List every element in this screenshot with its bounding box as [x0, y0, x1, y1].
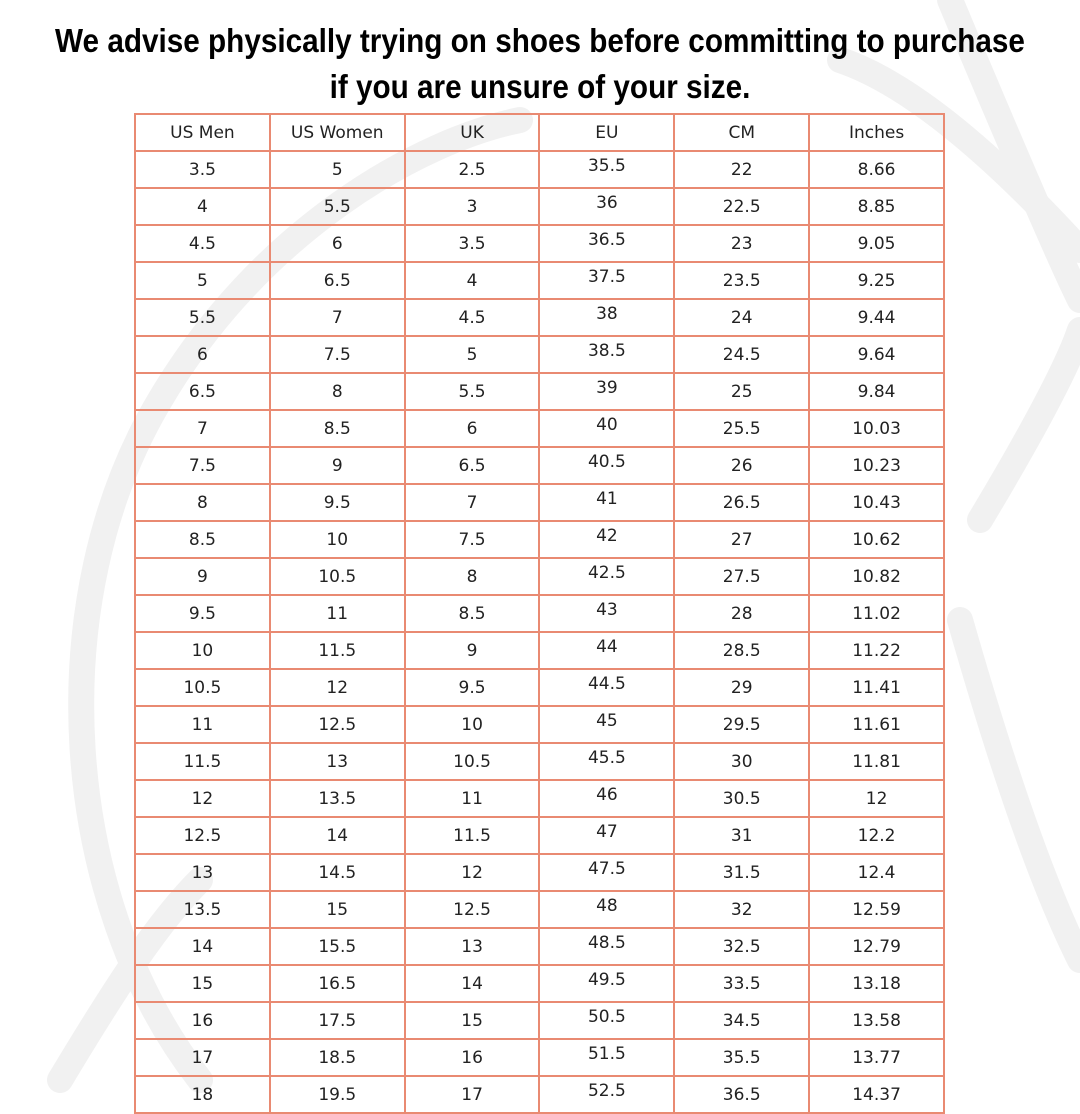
column-header-inches: Inches: [809, 114, 944, 151]
table-cell: 40: [539, 406, 674, 443]
table-cell: 8.66: [809, 151, 944, 188]
table-cell: 14: [405, 965, 540, 1002]
table-cell: 32.5: [674, 928, 809, 965]
table-cell: 11.61: [809, 706, 944, 743]
table-cell: 16: [405, 1039, 540, 1076]
table-cell: 52.5: [539, 1072, 674, 1109]
table-cell: 10: [405, 706, 540, 743]
table-cell: 8.85: [809, 188, 944, 225]
table-cell: 13.5: [135, 891, 270, 928]
table-cell: 9.25: [809, 262, 944, 299]
table-cell: 22.5: [674, 188, 809, 225]
table-cell: 22: [674, 151, 809, 188]
advisory-headline: [54, 18, 1026, 110]
table-row: [135, 669, 944, 706]
table-cell: 38: [539, 295, 674, 332]
table-cell: 11.22: [809, 632, 944, 669]
column-header-us-women: US Women: [270, 114, 405, 151]
table-cell: 2.5: [405, 151, 540, 188]
table-row: [135, 965, 944, 1002]
table-cell: 4.5: [135, 225, 270, 262]
table-row: [135, 817, 944, 854]
table-cell: 9.05: [809, 225, 944, 262]
table-cell: 36.5: [539, 221, 674, 258]
table-cell: 16.5: [270, 965, 405, 1002]
table-cell: 46: [539, 776, 674, 813]
table-cell: 42: [539, 517, 674, 554]
table-cell: 11.5: [270, 632, 405, 669]
table-row: [135, 854, 944, 891]
table-cell: 13.18: [809, 965, 944, 1002]
table-cell: 6: [270, 225, 405, 262]
table-cell: 26: [674, 447, 809, 484]
table-cell: 3.5: [135, 151, 270, 188]
table-cell: 7: [135, 410, 270, 447]
table-cell: 34.5: [674, 1002, 809, 1039]
table-cell: 10: [270, 521, 405, 558]
table-cell: 27.5: [674, 558, 809, 595]
table-cell: 39: [539, 369, 674, 406]
column-header-eu: EU: [539, 114, 674, 151]
size-conversion-table-container: [134, 113, 945, 1105]
table-cell: 10.62: [809, 521, 944, 558]
table-row: [135, 706, 944, 743]
table-cell: 11.5: [135, 743, 270, 780]
table-cell: 17: [135, 1039, 270, 1076]
table-cell: 12: [405, 854, 540, 891]
table-cell: 30.5: [674, 780, 809, 817]
table-cell: 7.5: [270, 336, 405, 373]
table-cell: 48.5: [539, 924, 674, 961]
table-cell: 8.5: [405, 595, 540, 632]
table-cell: 12: [809, 780, 944, 817]
table-cell: 14: [135, 928, 270, 965]
table-cell: 12.5: [270, 706, 405, 743]
table-row: [135, 151, 944, 188]
table-cell: 45: [539, 702, 674, 739]
table-row: [135, 336, 944, 373]
table-cell: 28.5: [674, 632, 809, 669]
table-row: [135, 743, 944, 780]
table-cell: 28: [674, 595, 809, 632]
table-cell: 48: [539, 887, 674, 924]
table-row: [135, 262, 944, 299]
table-cell: 13: [135, 854, 270, 891]
table-cell: 33.5: [674, 965, 809, 1002]
size-conversion-table: [134, 113, 945, 1114]
table-cell: 25: [674, 373, 809, 410]
table-cell: 29.5: [674, 706, 809, 743]
table-cell: 5: [405, 336, 540, 373]
table-cell: 7.5: [135, 447, 270, 484]
table-row: [135, 188, 944, 225]
headline-line-2: if you are unsure of your size.: [329, 68, 751, 105]
table-row: [135, 225, 944, 262]
table-cell: 32: [674, 891, 809, 928]
table-cell: 8: [405, 558, 540, 595]
table-header-row: [135, 114, 944, 151]
table-cell: 50.5: [539, 998, 674, 1035]
table-row: [135, 484, 944, 521]
table-cell: 19.5: [270, 1076, 405, 1113]
table-cell: 8.5: [135, 521, 270, 558]
table-cell: 12: [270, 669, 405, 706]
table-cell: 40.5: [539, 443, 674, 480]
table-cell: 5.5: [135, 299, 270, 336]
table-cell: 8: [270, 373, 405, 410]
table-row: [135, 891, 944, 928]
table-cell: 23.5: [674, 262, 809, 299]
table-cell: 4: [405, 262, 540, 299]
table-cell: 9: [135, 558, 270, 595]
table-cell: 15.5: [270, 928, 405, 965]
table-cell: 10.5: [405, 743, 540, 780]
table-cell: 14.5: [270, 854, 405, 891]
table-cell: 35.5: [539, 147, 674, 184]
column-header-cm: CM: [674, 114, 809, 151]
table-row: [135, 928, 944, 965]
table-cell: 9.5: [405, 669, 540, 706]
table-cell: 47.5: [539, 850, 674, 887]
table-row: [135, 780, 944, 817]
table-cell: 17.5: [270, 1002, 405, 1039]
table-cell: 43: [539, 591, 674, 628]
table-cell: 15: [135, 965, 270, 1002]
table-cell: 12: [135, 780, 270, 817]
table-cell: 7.5: [405, 521, 540, 558]
table-cell: 4: [135, 188, 270, 225]
table-cell: 9.84: [809, 373, 944, 410]
table-cell: 12.5: [135, 817, 270, 854]
table-row: [135, 1039, 944, 1076]
table-cell: 36.5: [674, 1076, 809, 1113]
table-cell: 30: [674, 743, 809, 780]
table-cell: 10.43: [809, 484, 944, 521]
table-cell: 23: [674, 225, 809, 262]
table-cell: 36: [539, 184, 674, 221]
table-cell: 17: [405, 1076, 540, 1113]
table-cell: 6.5: [135, 373, 270, 410]
table-row: [135, 558, 944, 595]
table-cell: 12.79: [809, 928, 944, 965]
table-cell: 15: [270, 891, 405, 928]
table-cell: 47: [539, 813, 674, 850]
table-cell: 13: [270, 743, 405, 780]
table-cell: 6: [405, 410, 540, 447]
column-header-us-men: US Men: [135, 114, 270, 151]
table-cell: 11.81: [809, 743, 944, 780]
table-cell: 6: [135, 336, 270, 373]
table-cell: 25.5: [674, 410, 809, 447]
table-cell: 31: [674, 817, 809, 854]
table-body: [135, 151, 944, 1113]
table-cell: 10.82: [809, 558, 944, 595]
table-header: [135, 114, 944, 151]
table-cell: 10.23: [809, 447, 944, 484]
table-cell: 7: [270, 299, 405, 336]
table-cell: 5: [135, 262, 270, 299]
table-row: [135, 1002, 944, 1039]
table-cell: 18.5: [270, 1039, 405, 1076]
table-cell: 7: [405, 484, 540, 521]
table-cell: 11.02: [809, 595, 944, 632]
table-cell: 14: [270, 817, 405, 854]
table-cell: 24.5: [674, 336, 809, 373]
table-cell: 9.64: [809, 336, 944, 373]
table-cell: 18: [135, 1076, 270, 1113]
table-cell: 13.77: [809, 1039, 944, 1076]
table-row: [135, 299, 944, 336]
table-cell: 3.5: [405, 225, 540, 262]
table-row: [135, 521, 944, 558]
table-cell: 24: [674, 299, 809, 336]
table-cell: 11.41: [809, 669, 944, 706]
table-cell: 6.5: [270, 262, 405, 299]
table-cell: 42.5: [539, 554, 674, 591]
table-cell: 29: [674, 669, 809, 706]
table-row: [135, 1076, 944, 1113]
table-cell: 3: [405, 188, 540, 225]
table-row: [135, 410, 944, 447]
table-cell: 31.5: [674, 854, 809, 891]
table-cell: 11.5: [405, 817, 540, 854]
table-cell: 13: [405, 928, 540, 965]
table-cell: 9: [405, 632, 540, 669]
table-cell: 11: [135, 706, 270, 743]
table-cell: 44.5: [539, 665, 674, 702]
table-cell: 10.5: [270, 558, 405, 595]
table-cell: 45.5: [539, 739, 674, 776]
table-cell: 27: [674, 521, 809, 558]
headline-line-1: We advise physically trying on shoes before committing to purchase: [55, 22, 1025, 59]
table-cell: 9.5: [270, 484, 405, 521]
table-cell: 26.5: [674, 484, 809, 521]
table-cell: 10.03: [809, 410, 944, 447]
table-cell: 12.5: [405, 891, 540, 928]
table-cell: 5.5: [405, 373, 540, 410]
table-row: [135, 373, 944, 410]
table-cell: 11: [405, 780, 540, 817]
table-cell: 37.5: [539, 258, 674, 295]
table-cell: 41: [539, 480, 674, 517]
table-cell: 35.5: [674, 1039, 809, 1076]
table-cell: 13.58: [809, 1002, 944, 1039]
table-cell: 9: [270, 447, 405, 484]
table-cell: 44: [539, 628, 674, 665]
table-cell: 4.5: [405, 299, 540, 336]
table-cell: 11: [270, 595, 405, 632]
table-cell: 38.5: [539, 332, 674, 369]
table-cell: 13.5: [270, 780, 405, 817]
table-cell: 12.59: [809, 891, 944, 928]
table-cell: 12.2: [809, 817, 944, 854]
table-cell: 5.5: [270, 188, 405, 225]
table-row: [135, 447, 944, 484]
column-header-uk: UK: [405, 114, 540, 151]
table-cell: 16: [135, 1002, 270, 1039]
table-cell: 10: [135, 632, 270, 669]
table-cell: 5: [270, 151, 405, 188]
table-cell: 9.5: [135, 595, 270, 632]
table-cell: 51.5: [539, 1035, 674, 1072]
table-row: [135, 595, 944, 632]
table-cell: 12.4: [809, 854, 944, 891]
table-cell: 14.37: [809, 1076, 944, 1113]
table-cell: 49.5: [539, 961, 674, 998]
table-cell: 9.44: [809, 299, 944, 336]
table-cell: 10.5: [135, 669, 270, 706]
table-row: [135, 632, 944, 669]
table-cell: 15: [405, 1002, 540, 1039]
table-cell: 8: [135, 484, 270, 521]
table-cell: 8.5: [270, 410, 405, 447]
table-cell: 6.5: [405, 447, 540, 484]
